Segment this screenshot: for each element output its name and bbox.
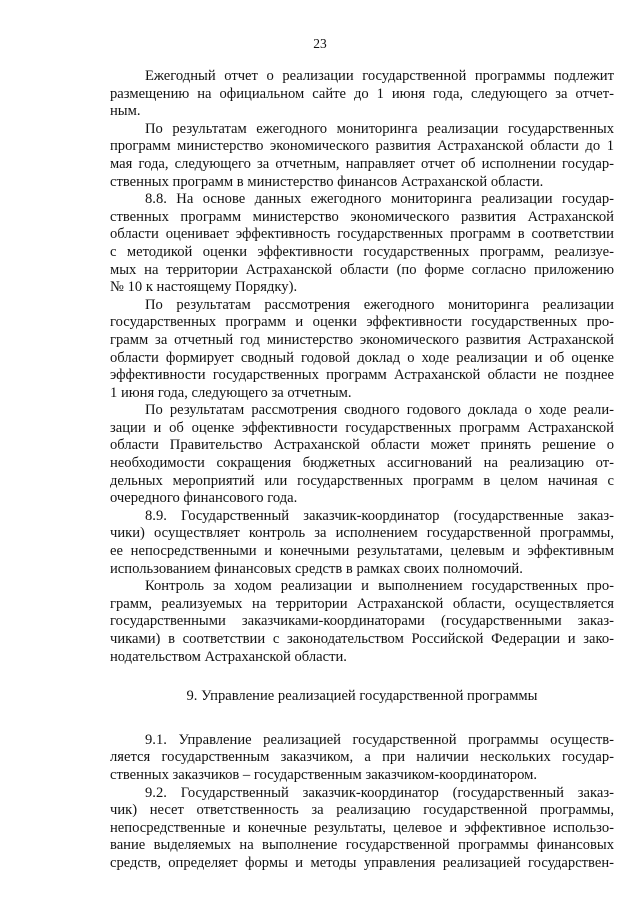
text-line: с методикой оценки эффективности государственных программ, реализуе-	[110, 243, 614, 260]
text-line: размещению на официальном сайте до 1 июня года, следующего за отчет-	[110, 85, 614, 102]
section-9-paragraph-1	[110, 732, 614, 785]
section-8-paragraph-4	[110, 297, 614, 403]
text-line: чики) осуществляет контроль за исполнением государственной программы,	[110, 525, 614, 542]
section-8-paragraph-1	[110, 68, 614, 121]
text-line: По результатам ежегодного мониторинга реализации государственных	[145, 120, 614, 137]
text-line: Ежегодный отчет о реализации государственной программы подлежит	[145, 68, 614, 84]
text-line: зации и об оценке эффективности государственных программ Астраханской	[110, 419, 614, 436]
text-line: 9.1. Управление реализацией государственной программы осуществ-	[145, 731, 614, 748]
section-9-paragraph-2	[110, 785, 614, 873]
text-line: области Правительство Астраханской области может принять решение о	[110, 437, 614, 454]
text-line: № 10 к настоящему Порядку).	[110, 279, 298, 296]
section-8-paragraph-6	[110, 508, 614, 578]
text-line: программ министерство экономического развития Астраханской области до 1	[110, 138, 614, 155]
section-8-paragraph-7	[110, 578, 614, 666]
text-line: грамм, реализуемых на территории Астраханской области, осуществляется	[110, 595, 614, 612]
text-line: государственных программ и оценки эффективности государственных про-	[110, 314, 614, 331]
section-8-text	[110, 68, 614, 666]
text-line: ственных заказчиков – государственным заказчиком-координатором.	[110, 766, 537, 783]
text-line: По результатам рассмотрения ежегодного мониторинга реализации	[145, 296, 614, 313]
text-line: грамм за отчетный год министерство экономического развития Астраханской	[110, 331, 614, 348]
text-line: области формирует сводный годовой доклад о ходе реализации и об оценке	[110, 349, 614, 366]
page-number: 23	[313, 36, 327, 51]
text-line: непосредственные и конечные результаты, целевое и эффективное использо-	[110, 819, 614, 836]
text-line: ляется государственным заказчиком, а при наличии нескольких государ-	[110, 749, 614, 766]
text-line: 1 июня года, следующего за отчетным.	[110, 384, 352, 401]
text-line: вание выделяемых на выполнение государственной программы финансовых	[110, 837, 614, 854]
text-line: ственных программ министерство экономического развития Астраханской	[110, 208, 614, 225]
section-heading: 9. Управление реализацией государственной программы	[186, 688, 538, 705]
section-8-paragraph-3	[110, 191, 614, 297]
text-line: государственными заказчиками-координаторами (государственными заказ-	[110, 613, 614, 630]
text-line: области оценивает эффективность государственных программ в соответствии	[110, 226, 614, 243]
text-line: Контроль за ходом реализации и выполнением государственных про-	[145, 578, 614, 595]
section-9-text	[110, 732, 614, 873]
text-line: ее непосредственными и конечными результатами, целевым и эффективным	[110, 543, 614, 560]
text-line: По результатам рассмотрения сводного годового доклада о ходе реали-	[145, 402, 614, 419]
text-line: нодательством Астраханской области.	[110, 648, 347, 665]
text-line: ственных программ в министерство финансов Астраханской области.	[110, 173, 544, 190]
text-line: мых на территории Астраханской области (по форме согласно приложению	[110, 261, 614, 278]
document-body	[110, 68, 614, 873]
text-line: 8.8. На основе данных ежегодного мониторинга реализации государ-	[145, 191, 614, 208]
text-line: ным.	[110, 103, 141, 120]
text-line: чик) несет ответственность за реализацию государственной программы,	[110, 802, 614, 819]
text-line: дельных мероприятий или государственных программ в целом начиная с	[110, 472, 614, 489]
text-line: необходимости сокращения бюджетных ассигнований на реализацию от-	[110, 455, 614, 472]
text-line: эффективности государственных программ Астраханской области не позднее	[110, 367, 614, 384]
section-8-paragraph-5	[110, 402, 614, 508]
text-line: чиками) в соответствии с законодательством Российской Федерации и зако-	[110, 631, 614, 647]
text-line: использованием финансовых средств в рамках своих полномочий.	[110, 560, 523, 577]
text-line: средств, определяет формы и методы управления реализацией государствен-	[110, 854, 614, 871]
text-line: очередного финансового года.	[110, 490, 298, 507]
text-line: мая года, следующего за отчетным, направляет отчет об исполнении государ-	[110, 155, 614, 172]
text-line: 8.9. Государственный заказчик-координатор (государственные заказ-	[145, 507, 614, 524]
text-line: 9.2. Государственный заказчик-координатор (государственный заказ-	[145, 784, 614, 801]
section-8-paragraph-2	[110, 121, 614, 191]
